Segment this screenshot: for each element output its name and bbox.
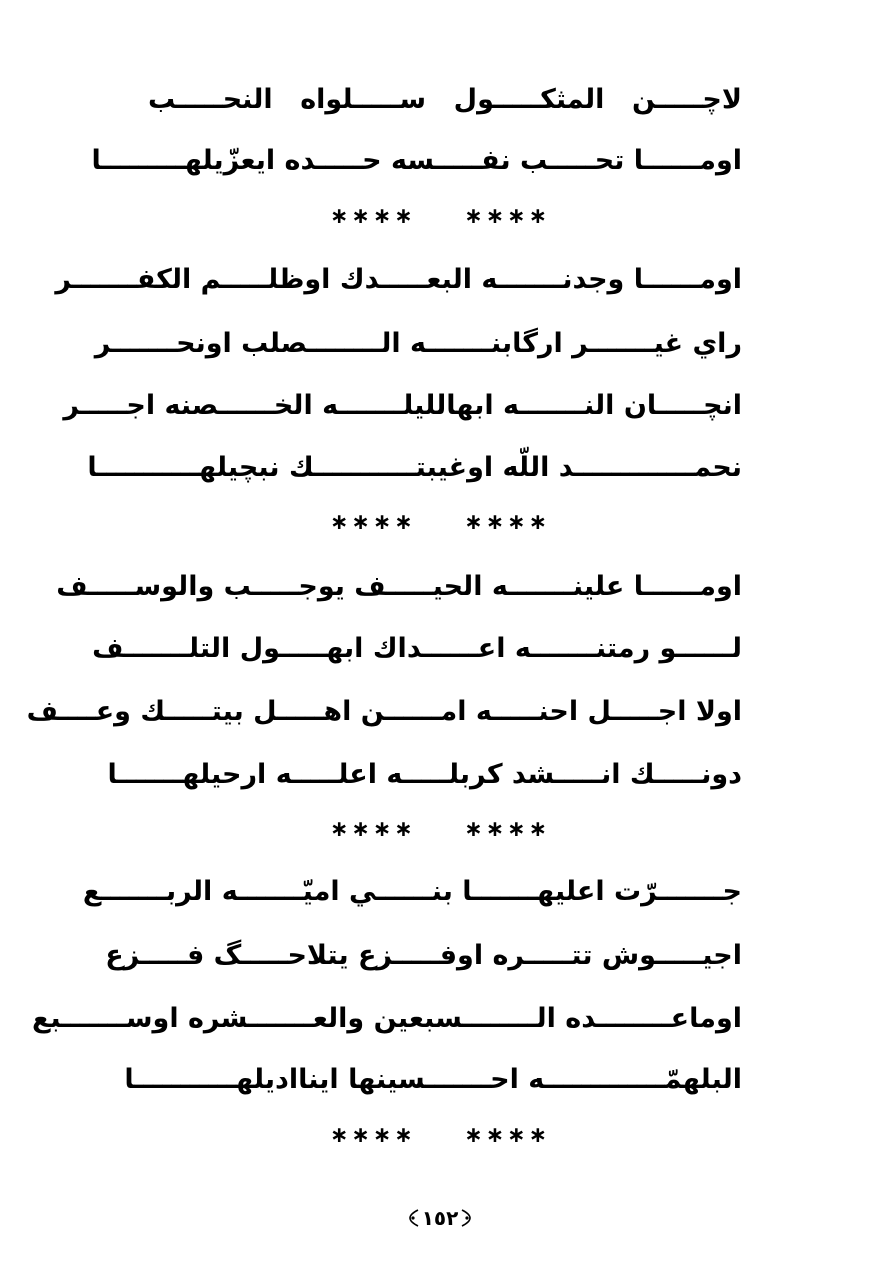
verse-line: اجيـــــوش تتـــــره اوفـــــزع يتلاحـــــگ فـــــزع bbox=[105, 940, 742, 971]
verse-line: انچـــــان النـــــــه ابهالليلـــــــه الخــــــصنه اجـــــر bbox=[63, 390, 742, 421]
separator-stars: ∗∗∗∗ bbox=[330, 817, 416, 842]
verse-line: اولا اجـــــل احنـــــه امــــــن اهـــــل بيتـــــك وعــــف bbox=[26, 696, 742, 727]
stanza-separator bbox=[330, 818, 550, 842]
stanza-separator bbox=[330, 511, 550, 535]
verse-line: نحمـــــــــــــد اللّه اوغيبتـــــــــــك نبچيلهـــــــــــا bbox=[87, 452, 742, 483]
left-ornament-icon bbox=[407, 1208, 419, 1228]
verse-line: اومــــــا وجدنـــــــه البعـــــدك اوظلـــــم الكفـــــــر bbox=[55, 264, 742, 295]
page-number bbox=[405, 1202, 475, 1234]
separator-stars: ∗∗∗∗ bbox=[464, 817, 550, 842]
verse-line: جـــــــرّت اعليهـــــــا بنــــــي اميّـــــــه الربـــــــع bbox=[82, 876, 742, 907]
verse-line: لــــــو رمتنـــــــه اعــــــداك ابهـــــول التلـــــــف bbox=[92, 633, 742, 664]
verse-line: البلهمّـــــــــــــه احـــــــسينها اينااديلهـــــــــــا bbox=[124, 1064, 742, 1095]
stanza-separator bbox=[330, 205, 550, 229]
verse-line: دونـــــك انـــــشد كربلـــــه اعلـــــه ارحيلهـــــــا bbox=[107, 759, 742, 790]
separator-stars: ∗∗∗∗ bbox=[464, 204, 550, 229]
verse-line: اومــــــا علينـــــــه الحيـــــف يوجـــــب والوســـــف bbox=[56, 571, 742, 602]
verse-line: اومــــــا تحـــــب نفـــــسه حـــــده ايعزّيلهـــــــــا bbox=[91, 145, 742, 176]
separator-stars: ∗∗∗∗ bbox=[330, 204, 416, 229]
page-number-text: ١٥٢ bbox=[421, 1206, 459, 1230]
separator-stars: ∗∗∗∗ bbox=[464, 1123, 550, 1148]
separator-stars: ∗∗∗∗ bbox=[330, 1123, 416, 1148]
separator-stars: ∗∗∗∗ bbox=[330, 510, 416, 535]
verse-line: لاچـــــن المثكـــــول ســـــلواه النحـــــب bbox=[148, 84, 742, 115]
verse-line: راي غيـــــــر ارگابنـــــــه الــــــــصلب اونحـــــــر bbox=[94, 328, 742, 359]
stanza-separator bbox=[330, 1124, 550, 1148]
verse-line: اوماعــــــــده الــــــــسبعين والعـــــــشره اوســـــــبع bbox=[31, 1003, 742, 1034]
separator-stars: ∗∗∗∗ bbox=[464, 510, 550, 535]
right-ornament-icon bbox=[461, 1208, 473, 1228]
